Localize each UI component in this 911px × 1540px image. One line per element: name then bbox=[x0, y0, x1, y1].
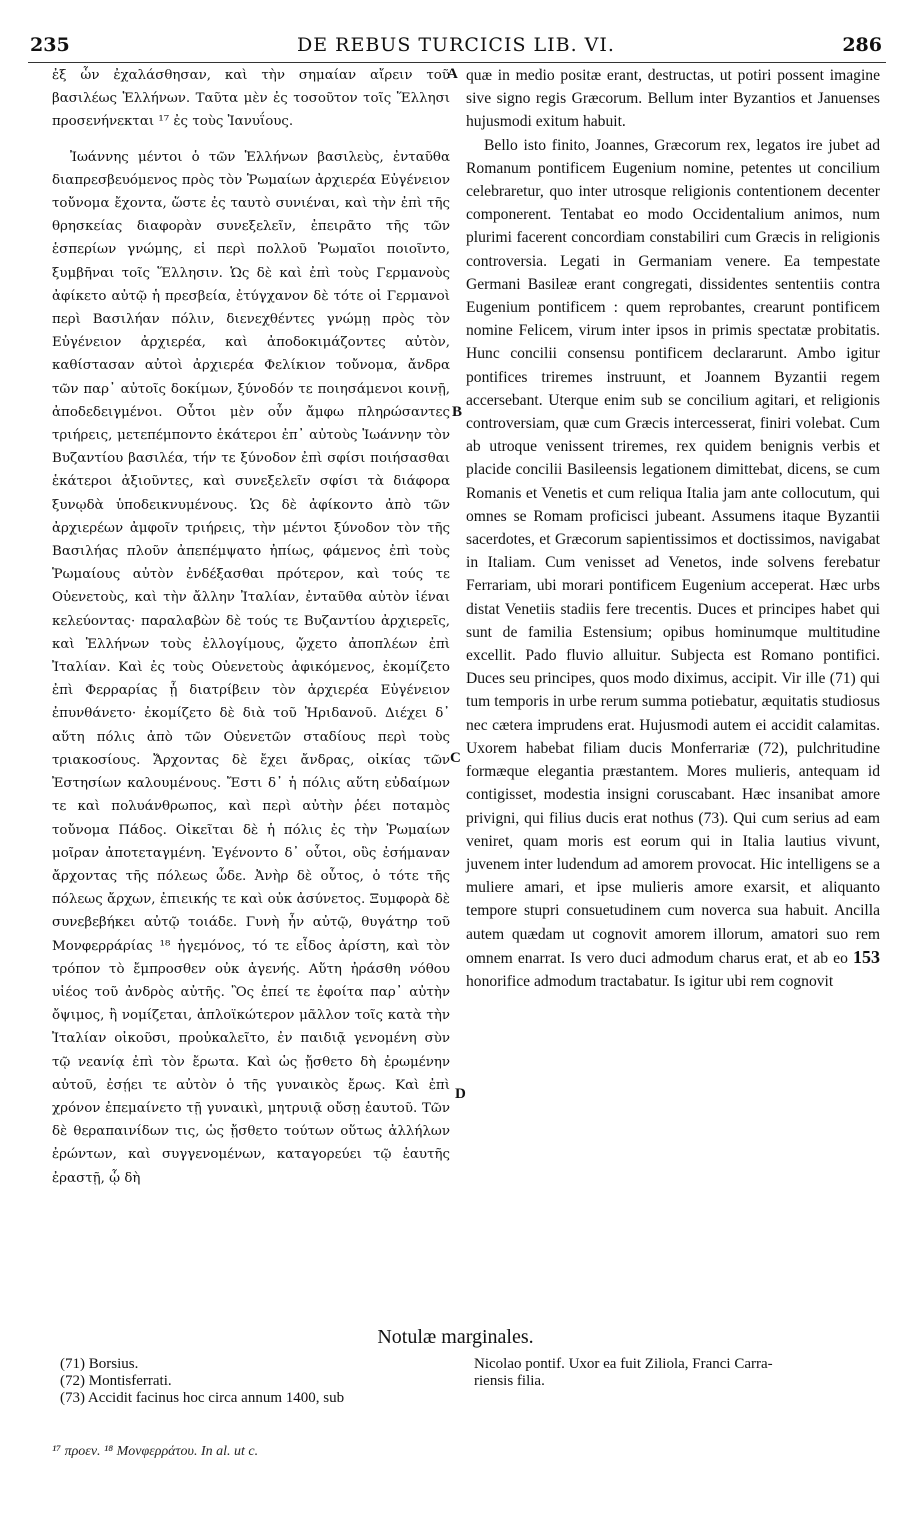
folio-number: 153 bbox=[853, 946, 880, 967]
notes-left bbox=[60, 1356, 460, 1407]
latin-column bbox=[466, 64, 880, 993]
latin-intro-paragraph: quæ in medio positæ erant, destructas, ut potiri possent imagine sive signo regis Græcorum. Bellum inter Byzantios et Januenses hujusmodi exitum habuit. bbox=[466, 67, 880, 131]
note-73: (73) Accidit facinus hoc circa annum 1400, sub bbox=[60, 1390, 345, 1406]
critical-footnote: ¹⁷ προεν. ¹⁸ Μονφερράτου. In al. ut c. bbox=[52, 1444, 259, 1459]
notes-title: Notulæ marginales. bbox=[377, 1326, 534, 1348]
note-71: (71) Borsius. bbox=[60, 1356, 139, 1372]
page-number-right: 286 bbox=[842, 34, 882, 56]
greek-intro-paragraph: ἐξ ὧν ἐχαλάσθησαν, καὶ τὴν σημαίαν αἴρειν τοῦ βασιλέως Ἑλλήνων. Ταῦτα μὲν ἐς τοσοῦτον τοῖς Ἕλλησι προσενήνεκται ¹⁷ ἐς τοὺς Ἰανυΐους. bbox=[52, 68, 450, 130]
note-72: (72) Montisferrati. bbox=[60, 1373, 172, 1389]
marker-a: A bbox=[447, 66, 458, 82]
header-rule bbox=[28, 62, 886, 63]
note-continuation-1: Nicolao pontif. Uxor ea fuit Ziliola, Franci Carra- bbox=[474, 1356, 773, 1372]
latin-main-paragraph bbox=[466, 134, 880, 994]
page-number-left: 235 bbox=[30, 34, 70, 56]
greek-main-paragraph: Ἰωάννης μέντοι ὁ τῶν Ἑλλήνων βασιλεὺς, ἐνταῦθα διαπρεσβευόμενος πρὸς τὸν Ῥωμαίων ἀρχιερέα Εὐγένειον τοὔνομα ἔχοντα, ὥστε ἐς ταυτὸ συνιέναι, καὶ τὴν ἐπὶ τῆς θρησκείας διαφορὰν συνεξελεῖν, ἐπειρᾶτο τῆς τῶν ἑσπερίων γνώμης, εἰ περὶ πολλοῦ Ῥωμαῖοι ποιοῖντο, ξυμβῆναι τοῖς Ἕλλησιν. Ὡς δὲ καὶ ἐπὶ τοὺς Γερμανοὺς ἀφίκετο αὐτῷ ἡ πρεσβεία, ἐτύγχανον δὲ τότε οἱ Γερμανοὶ περὶ Βασιλήαν πόλιν, διενεχθέντες γνώμῃ πρὸς τὸν Εὐγένειον ἀρχιερέα, καὶ ἀποδοκιμάζοντες αὐτὸν, καθίστασαν αὐτοὶ ἀρχιερέα Φελίκιον τοὔνομα, ἄνδρα τῶν παρ᾽ αὐτοῖς δοκίμων, ξύνοδόν τε ποιησάμενοι κοινῇ, ἀποδεδειγμένοι. Οὗτοι μὲν οὖν ἄμφω πληρώσαντες τριήρεις, μετεπέμποντο ἑκάτεροι ἐπ᾽ αὐτοὺς Ἰωάννην τὸν Βυζαντίου βασιλέα, τήν τε ξύνοδον ἐπὶ σφίσι ποιήσασθαι ἑκάτεροι ἀξιοῦντες, καὶ συνεξελεῖν σφίσι τὰ διάφορα ξυνῳδὰ ὑποδεικνυμένους. Ὡς δὲ ἀφίκοντο ἀπὸ τῶν ἀρχιερέων ἀμφοῖν τριήρεις, τὴν μέντοι ξύνοδον τὸν τῆς Βασιλήας πλοῦν ἀπεπέμψατο ἠπίως, φάμενος ἐπὶ τοὺς Ῥωμαίους αὐτὸν ἐνδέξασθαι πρότερον, καὶ τούς τε Οὐενετοὺς, καὶ τὴν ἄλλην Ἰταλίαν, ἐνταῦθα αὐτὸν ἰέναι κελεύοντας· παραλαβὼν δὲ τούς τε Βυζαντίου ἀρχιερεῖς, καὶ Ἑλλήνων τοὺς ἐλλογίμους, ᾤχετο ἀποπλέων ἐπὶ Ἰταλίαν. Καὶ ἐς τοὺς Οὐενετοὺς ἀφικόμενος, ἐκομίζετο ἐπὶ Φερραρίας ᾗ διατρίβειν τὸν ἀρχιερέα Εὐγένειον ἐπυνθάνετο· ἐκομίζετο δὲ διὰ τοῦ Ἠριδανοῦ. Διέχει δ᾽ αὕτη πόλις ἀπὸ τῶν Οὐενετῶν σταδίους περὶ τοὺς τριακοσίους. Ἄρχοντας δὲ ἔχει ἄνδρας, οἰκίας τῶν Ἐστησίων καλουμένους. Ἔστι δ᾽ ἡ πόλις αὕτη εὐδαίμων τε καὶ πολυάνθρωπος, καὶ περὶ αὐτὴν ῥέει ποταμὸς τοὔνομα Πάδος. Οἰκεῖται δὲ ἡ πόλις ἐς τὴν Ῥωμαίων μοῖραν ἀποτεταγμένη. Ἐγένοντο δ᾽ οὗτοι, οὓς ἐσήμαναν ἄρχοντας τῆς πόλεως ὧδε. Ἀνὴρ δὲ οὗτος, ὁ τότε τῆς πόλεως ἄρχων, ἐπιεικής τε καὶ οὐκ ἀσύνετος. Ξυμφορὰ δὲ συνεβεβήκει αὐτῷ τοιάδε. Γυνὴ ἦν αὐτῷ, θυγάτηρ τοῦ Μονφερράρίας ¹⁸ ἡγεμόνος, τό τε εἶδος ἀρίστη, καὶ τὸν τρόπον τὸ ἔμπροσθεν οὐκ ἀγενής. Αὕτη ἠράσθη νόθου υἱέος τοῦ ἀνδρὸς αὐτῆς. Ὃς ἐπεί τε ἐφοίτα παρ᾽ αὐτὴν ὄψιμος, ἢ νομίζεται, ἁπλοϊκώτερον μᾶλλον τοῖς κατὰ τὴν Ἰταλίαν οἰκοῦσι, προὐκαλεῖτο, ἐν παιδιᾷ γενομένη σὺν τῷ νεανίᾳ ἐπὶ τὸν ἔρωτα. Καὶ ὡς ᾔσθετο δὴ ἐρωμένην αὐτοῦ, ἐσῄει τε αὐτὸν ὁ τῆς γυναικὸς ἔρως. Καὶ ἐπὶ χρόνον ἐπεμαίνετο τῇ γυναικὶ, μητρυιᾷ οὔσῃ ἑαυτοῦ. Τῶν δὲ θεραπαινίδων τις, ὡς ᾔσθετο τούτων οὕτως ἀλλήλων ἐρώντων, καὶ συγγενομένων, καταγορεύει τῷ ἑαυτῆς ἐραστῇ, ᾧ δὴ bbox=[52, 149, 450, 1186]
notes-right bbox=[474, 1356, 874, 1390]
greek-column bbox=[52, 64, 450, 1190]
marker-b: B bbox=[452, 404, 463, 420]
page-header bbox=[30, 34, 882, 60]
running-title: DE REBUS TURCICIS LIB. VI. bbox=[297, 34, 615, 56]
latin-main-text: Bello isto finito, Joannes, Græcorum rex, legatos ire jubet ad Romanum pontificem Eugenium nomine, petentes ut concilium celebraretur, quo inter utrosque religionis contentionem decenter componerent. Tentabat eo modo Occidentalium animos, num plurimi facerent concordiam constabiliri cum Græcis in religionis controversia. Legati in Germaniam venere. Ea tempestate Germani Basileæ erant congregati, dissidentes sententiis contra Eugenium pontificem : quem reprobantes, crearunt pontificem nomine Felicem, virum inter ipsos in primis spectatæ probitatis. Hunc concilii consensu pontificem declararunt. Ambo igitur pontifices triremes instruunt, et Joannem Byzantii regem accersebant. Uterque enim sub se concilium agitari, et religionis controversiam, quæ cum Græcis intercesserat, finiri volebat. Cum ab utroque venissent triremes, rex quidem benignis verbis et placide concilii Basileensis legationem dimittebat, dicens, se cum Romanis et Venetis et cum reliqua Italia jam ante collocutum, qui omnes se Romam proficisci jubeant. Assumens itaque Byzantii sacerdotes, et Græcorum sapientissimos et doctissimos, navigabat in Italiam. Cum venisset ad Venetos, inde solvens ferebatur Ferrariam, ubi morari pontificem Eugenium acceperat. Hæc urbs distat Venetiis stadiis fere trecentis. Duces et principes habet qui sunt de familia Estensium; opibus hominumque multitudine excellit. Pado fluvio alluitur. Subjecta est Romano pontifici. Duces seu principes, quos modo diximus, accipit. Vir ille (71) qui tum temporis in urbe rerum summa potiebatur, æquitatis studiosus nec cætera imprudens erat. Hujusmodi autem ei accidit calamitas. Uxorem habebat filiam ducis Monferrariæ (72), pulchritudine formæque elegantia præstantem. Mores mulieris, antequam id contigisset, modestia insigni coruscabant. Hæc insanibat amore privigni, qui filius ducis erat nothus (73). Qui cum serius ad eam veniret, quam moris est eorum qui in Italia lautius vivunt, juvenem inter ludendum ad amorem provocat. Hic intelligens se a muliere amari, et ipse mulieris amore exarsit, et aliquanto tempore stupri consuetudinem cum noverca sua habuit. Ancilla autem quædam ut cognovit amorem illorum, amatori suo rem omnem enarrat. Is vero duci admodum charus erat, et ab eo bbox=[466, 136, 880, 967]
note-continuation-2: riensis filia. bbox=[474, 1373, 545, 1389]
marker-d: D bbox=[455, 1086, 466, 1102]
latin-main-text-end: honorifice admodum tractabatur. Is igitur ubi rem cognovit bbox=[466, 972, 834, 990]
marker-c: C bbox=[450, 750, 461, 766]
